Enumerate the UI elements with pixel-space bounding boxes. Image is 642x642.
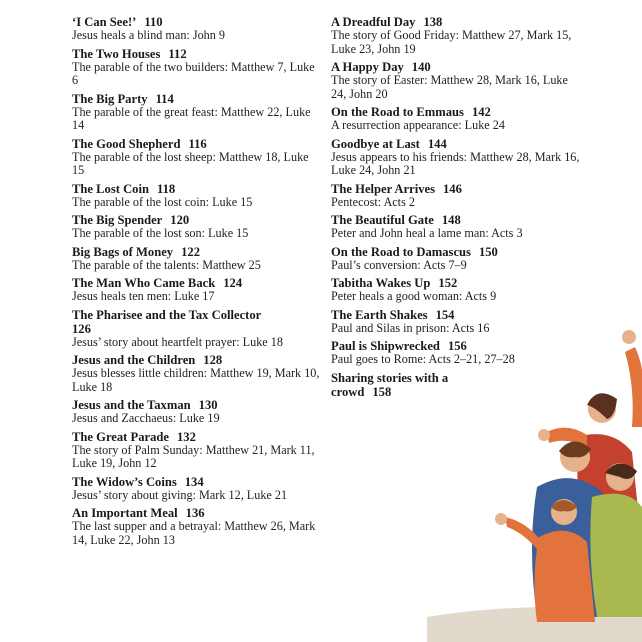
entry-title: The Big Party: [72, 91, 148, 106]
right-entry: [331, 137, 581, 178]
entry-description: The parable of the lost son: Luke 15: [72, 226, 249, 240]
right-entry: [331, 182, 581, 210]
entry-title: The Pharisee and the Tax Collector: [72, 307, 262, 322]
entry-page-number: 112: [168, 46, 187, 61]
entry-title: The Man Who Came Back: [72, 276, 216, 290]
entry-page-number: 120: [170, 213, 190, 227]
entry-description: Jesus’ story about giving: Mark 12, Luke 21: [72, 487, 288, 502]
left-entry: [72, 47, 322, 88]
entry-page-number: 156: [447, 339, 467, 353]
left-entry: [72, 276, 322, 304]
left-entry: [72, 213, 322, 241]
left-entry: [72, 245, 322, 273]
left-entry: [72, 353, 322, 394]
entry-page-number: 128: [203, 353, 223, 367]
entry-description: The parable of the lost sheep: Matthew 18, Luke 15: [72, 149, 309, 177]
entry-title-line: [72, 92, 322, 106]
right-entry: [331, 213, 581, 241]
entry-title: The Helper Arrives: [331, 181, 435, 196]
entry-title: The Big Spender: [72, 213, 163, 227]
raised-hand: [622, 330, 636, 344]
raised-arm: [625, 347, 642, 427]
entry-title-line: [72, 137, 322, 151]
entry-title: On the Road to Damascus: [331, 244, 471, 259]
entry-title-line: [331, 137, 581, 151]
figure-orange-robe: [534, 531, 595, 622]
entry-description: The parable of the two builders: Matthew 7, Luke 6: [72, 59, 315, 87]
entry-title-line: [331, 60, 581, 74]
entry-page-number: 130: [198, 398, 218, 412]
entry-page-number: 158: [372, 384, 392, 399]
entry-description: The parable of the lost coin: Luke 15: [72, 194, 253, 209]
entry-title-line: [331, 245, 581, 259]
left-entry: [72, 430, 322, 471]
entry-title: The Great Parade: [72, 429, 169, 444]
entry-title: ‘I Can See!’: [72, 15, 137, 29]
right-entry: [331, 276, 581, 304]
entry-title-line: [72, 398, 322, 412]
entry-description: Peter and John heal a lame man: Acts 3: [331, 226, 523, 240]
left-entry: [72, 92, 322, 133]
entry-title: Big Bags of Money: [72, 244, 174, 259]
entry-title: The Beautiful Gate: [331, 213, 434, 227]
entry-description: Paul and Silas in prison: Acts 16: [331, 320, 490, 335]
entry-title: A Happy Day: [331, 60, 404, 74]
entry-page-number: 114: [155, 91, 174, 106]
left-entry: [72, 506, 322, 547]
entry-page-number: 154: [435, 307, 455, 322]
entry-title: The Widow’s Coins: [72, 474, 177, 489]
entry-title-line: [72, 276, 322, 290]
entry-description: Jesus appears to his friends: Matthew 28, Mark 16, Luke 24, John 21: [331, 149, 580, 177]
outstretched-hand: [538, 429, 550, 441]
entry-page-number: 126: [72, 321, 91, 336]
entry-description: Jesus heals a blind man: John 9: [72, 28, 226, 42]
entry-description: The parable of the great feast: Matthew 22, Luke 14: [72, 104, 311, 132]
entry-description: Jesus heals ten men: Luke 17: [72, 289, 215, 303]
left-entry: [72, 15, 322, 43]
entry-title: Paul is Shipwrecked: [331, 339, 440, 353]
entry-description: The story of Palm Sunday: Matthew 21, Mark 11, Luke 19, John 12: [72, 442, 315, 470]
entry-title-line: [72, 245, 322, 259]
entry-page-number: 122: [181, 244, 200, 259]
entry-title-line: [331, 213, 581, 227]
entry-title: Tabitha Wakes Up: [331, 276, 431, 290]
entry-page-number: 152: [438, 276, 458, 290]
entry-description: Paul’s conversion: Acts 7–9: [331, 257, 467, 272]
entry-title: The Earth Shakes: [331, 307, 428, 322]
figure-green-robe: [590, 494, 642, 617]
entry-page-number: 138: [423, 15, 443, 29]
entry-title: Sharing stories with a crowd: [331, 370, 449, 399]
entry-title: The Lost Coin: [72, 181, 149, 196]
entry-title-line: [72, 213, 322, 227]
entry-page-number: 118: [156, 181, 176, 196]
contents-left-column: [72, 15, 322, 551]
entry-title-line: [72, 15, 322, 29]
right-entry: [331, 245, 581, 273]
entry-description: Paul goes to Rome: Acts 2–21, 27–28: [331, 352, 515, 366]
entry-description: A resurrection appearance: Luke 24: [331, 118, 505, 132]
crowd-illustration: [427, 317, 642, 642]
entry-description: The story of Good Friday: Matthew 27, Mark 15, Luke 23, John 19: [331, 28, 572, 56]
entry-title-line: [72, 475, 322, 489]
entry-description: The parable of the talents: Matthew 25: [72, 257, 261, 272]
entry-page-number: 110: [144, 15, 163, 29]
entry-description: Pentecost: Acts 2: [331, 194, 415, 209]
entry-page-number: 116: [188, 136, 207, 151]
entry-page-number: 148: [441, 213, 461, 227]
left-entry: [72, 475, 322, 503]
entry-page-number: 144: [427, 136, 447, 151]
entry-page-number: 142: [471, 105, 491, 119]
entry-page-number: 132: [177, 429, 196, 444]
entry-title-line: [72, 47, 322, 61]
left-entry: [72, 182, 322, 210]
entry-description: The story of Easter: Matthew 28, Mark 16, Luke 24, John 20: [331, 73, 568, 101]
entry-page-number: 140: [411, 60, 431, 74]
left-entry: [72, 398, 322, 426]
entry-title: Jesus and the Children: [72, 353, 196, 367]
entry-title: An Important Meal: [72, 506, 178, 520]
entry-title-line: [72, 182, 322, 196]
entry-title-line: [331, 276, 581, 290]
right-entry: [331, 15, 581, 56]
entry-title-line: [331, 105, 581, 119]
left-entry: [72, 308, 322, 350]
entry-description: Jesus’ story about heartfelt prayer: Luke 18: [72, 334, 283, 349]
entry-title: Jesus and the Taxman: [72, 398, 191, 412]
entry-title-line: [72, 308, 322, 336]
entry-description: Jesus blesses little children: Matthew 19, Mark 10, Luke 18: [72, 366, 320, 394]
entry-description: The last supper and a betrayal: Matthew 26, Mark 14, Luke 22, John 13: [72, 519, 316, 547]
right-entry: [331, 60, 581, 101]
entry-title-line: [72, 353, 322, 367]
entry-title-line: [331, 182, 581, 196]
entry-description: Jesus and Zacchaeus: Luke 19: [72, 411, 220, 425]
entry-page-number: 136: [185, 506, 205, 520]
entry-title: A Dreadful Day: [331, 15, 416, 29]
entry-title-line: [72, 430, 322, 444]
entry-title: On the Road to Emmaus: [331, 105, 464, 119]
right-entry: [331, 105, 581, 133]
entry-page-number: 146: [443, 181, 462, 196]
entry-title-line: [72, 506, 322, 520]
child-hand: [495, 513, 507, 525]
entry-title: The Good Shepherd: [72, 136, 181, 151]
entry-page-number: 150: [478, 244, 498, 259]
entry-page-number: 134: [184, 474, 204, 489]
entry-description: Peter heals a good woman: Acts 9: [331, 289, 497, 303]
entry-title-line: [331, 15, 581, 29]
entry-title: The Two Houses: [72, 46, 161, 61]
entry-page-number: 124: [223, 276, 243, 290]
entry-title: Goodbye at Last: [331, 136, 420, 151]
left-entry: [72, 137, 322, 178]
